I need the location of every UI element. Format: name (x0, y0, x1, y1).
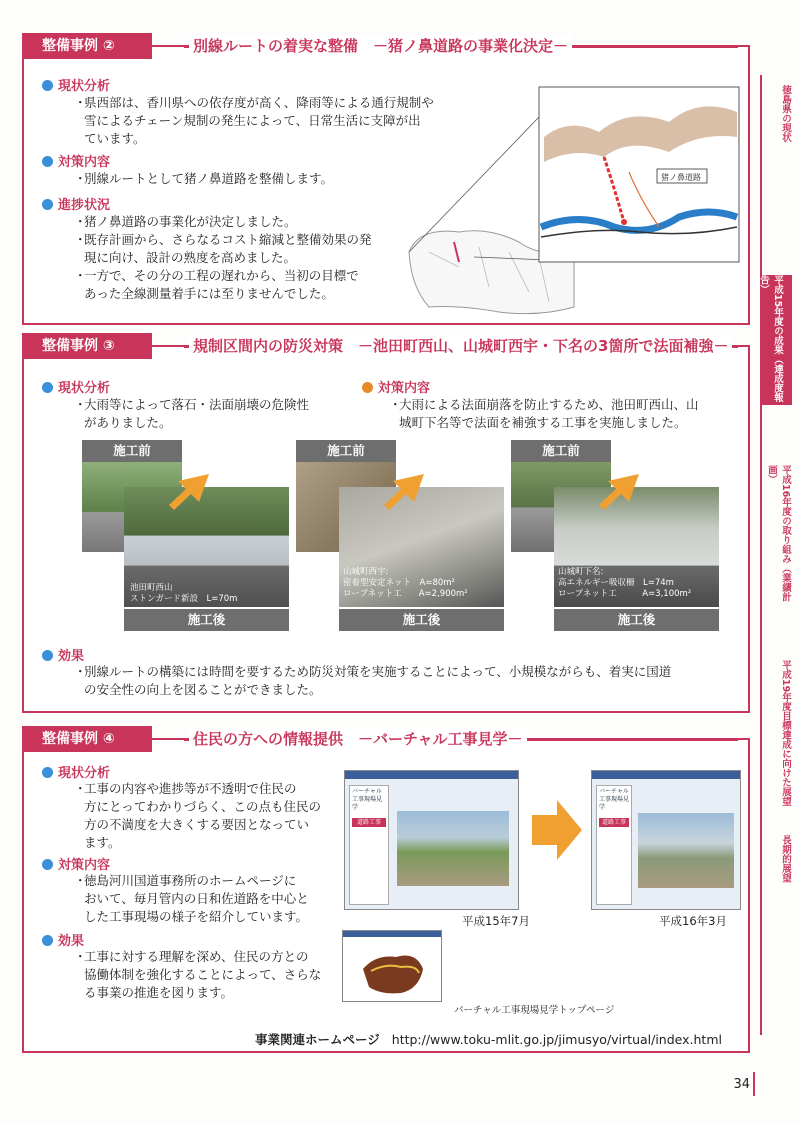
caption-july: 平成15年7月 (462, 914, 530, 928)
case-3-heading-measures: 対策内容 (362, 377, 430, 396)
after-caption-2: 山城町西宇: 密着型安定ネット A=80m² ロープネット工 A=2,900m² (343, 567, 468, 599)
map-label: 猪ノ鼻道路 (661, 173, 701, 182)
case-2-heading-status: 現状分析 (42, 75, 110, 94)
after-label-1: 施工後 (124, 609, 289, 631)
virtual-tour-screenshot-march: バーチャル工事現場見学 道路工事 (591, 770, 741, 910)
virtual-tour-top-page-screenshot (342, 930, 442, 1002)
bullet-dot-icon (42, 935, 53, 946)
case-4-heading-effect: 効果 (42, 930, 84, 949)
case-3-heading-status: 現状分析 (42, 377, 110, 396)
bullet-dot-icon (42, 650, 53, 661)
before-label-1: 施工前 (82, 440, 182, 462)
side-tab-1[interactable]: 徳島県の現状 (780, 85, 791, 142)
before-label-2: 施工前 (296, 440, 396, 462)
bullet-dot-icon (42, 382, 53, 393)
side-tab-3[interactable]: 平成16年度の取り組み（業績計画） (766, 465, 791, 602)
bullet-dot-icon (42, 859, 53, 870)
case-2-heading-progress: 進捗状況 (42, 194, 110, 213)
inonohana-route-map (399, 77, 744, 317)
case-4-tag: 整備事例 ④ (22, 726, 152, 752)
after-caption-1: 池田町西山 ストンガード新設 L=70m (130, 583, 238, 604)
caption-top-page: バーチャル工事現場見学トップページ (454, 1005, 615, 1016)
case-2-tag: 整備事例 ② (22, 33, 152, 59)
case-2-progress-text: ・ 猪ノ鼻道路の事業化が決定しました。 ・ 既存計画から、さらなるコスト縮減と整備効果の発 現に向け、設計の熟度を高めました。 ・ 一方で、その分の工程の遅れから、当初の目標で あった全線測量着手には至りませんでした。 (74, 214, 372, 301)
bullet-dot-icon (42, 156, 53, 167)
case-4-status-text: ・ 工事の内容や進捗等が不透明で住民の 方にとってわかりづらく、この点も住民の 方の不満度を大きくする要因となってい ます。 (74, 781, 322, 850)
case-3-title: 規制区間内の防災対策 －池田町西山、山城町西宇・下名の3箇所で法面補強－ (189, 335, 732, 356)
case-2-title: 別線ルートの着実な整備 －猪ノ鼻道路の事業化決定－ (189, 35, 572, 56)
case-2-section (22, 37, 750, 325)
case-2-status-text: ・ 県西部は、香川県への依存度が高く、降雨等による通行規制や 雪によるチェーン規制の発生によって、日常生活に支障が出 ています。 (74, 95, 434, 146)
case-4-effect-text: ・ 工事に対する理解を深め、住民の方との 協働体制を強化することによって、さらな る事業の推進を図ります。 (74, 949, 322, 1000)
case-3-section (22, 337, 750, 713)
caption-march: 平成16年3月 (659, 914, 727, 928)
side-tab-4[interactable]: 平成19年度目標達成に向けた展望 (780, 660, 791, 807)
bullet-dot-icon (362, 382, 373, 393)
after-label-3: 施工後 (554, 609, 719, 631)
after-caption-3: 山城町下名: 高エネルギー吸収柵 L=74m ロープネット工 A=3,100m² (558, 567, 692, 599)
page-number-rule (753, 1072, 755, 1096)
bullet-dot-icon (42, 80, 53, 91)
bullet-dot-icon (42, 767, 53, 778)
case-3-tag: 整備事例 ③ (22, 333, 152, 359)
case-3-effect-text: ・ 別線ルートの構築には時間を要するため防災対策を実施することによって、小規模ながらも、着実に国道 の安全性の向上を図ることができました。 (74, 664, 672, 697)
case-2-measures-text: ・ 別線ルートとして猪ノ鼻道路を整備します。 (74, 171, 334, 186)
after-label-2: 施工後 (339, 609, 504, 631)
arrow-icon (169, 472, 214, 512)
side-tab-2[interactable]: 平成15年度の成果（達成度報告） (760, 275, 792, 405)
case-4-section (22, 730, 750, 1053)
page-number: 34 (733, 1077, 750, 1092)
case-2-heading-measures: 対策内容 (42, 151, 110, 170)
arrow-icon (599, 472, 644, 512)
before-label-3: 施工前 (511, 440, 611, 462)
case-4-measures-text: ・ 徳島河川国道事務所のホームページに おいて、毎月管内の日和佐道路を中心と した工事現場の様子を紹介しています。 (74, 873, 309, 924)
case-3-heading-effect: 効果 (42, 645, 84, 664)
case-4-title: 住民の方への情報提供 －バーチャル工事見学－ (189, 728, 527, 749)
case-4-heading-measures: 対策内容 (42, 854, 110, 873)
bullet-dot-icon (42, 199, 53, 210)
virtual-tour-screenshot-july: バーチャル工事現場見学 道路工事 (344, 770, 519, 910)
project-homepage-link[interactable]: 事業関連ホームページ http://www.toku-mlit.go.jp/jimusyo/virtual/index.html (255, 1032, 722, 1047)
side-tab-5[interactable]: 長期的展望 (780, 835, 791, 883)
case-3-measures-text: ・ 大雨による法面崩落を防止するため、池田町西山、山 城町下名等で法面を補強する工事を実施しました。 (389, 397, 699, 430)
case-3-status-text: ・ 大雨等によって落石・法面崩壊の危険性 がありました。 (74, 397, 310, 430)
arrow-right-icon (532, 800, 582, 860)
arrow-icon (384, 472, 429, 512)
case-4-heading-status: 現状分析 (42, 762, 110, 781)
